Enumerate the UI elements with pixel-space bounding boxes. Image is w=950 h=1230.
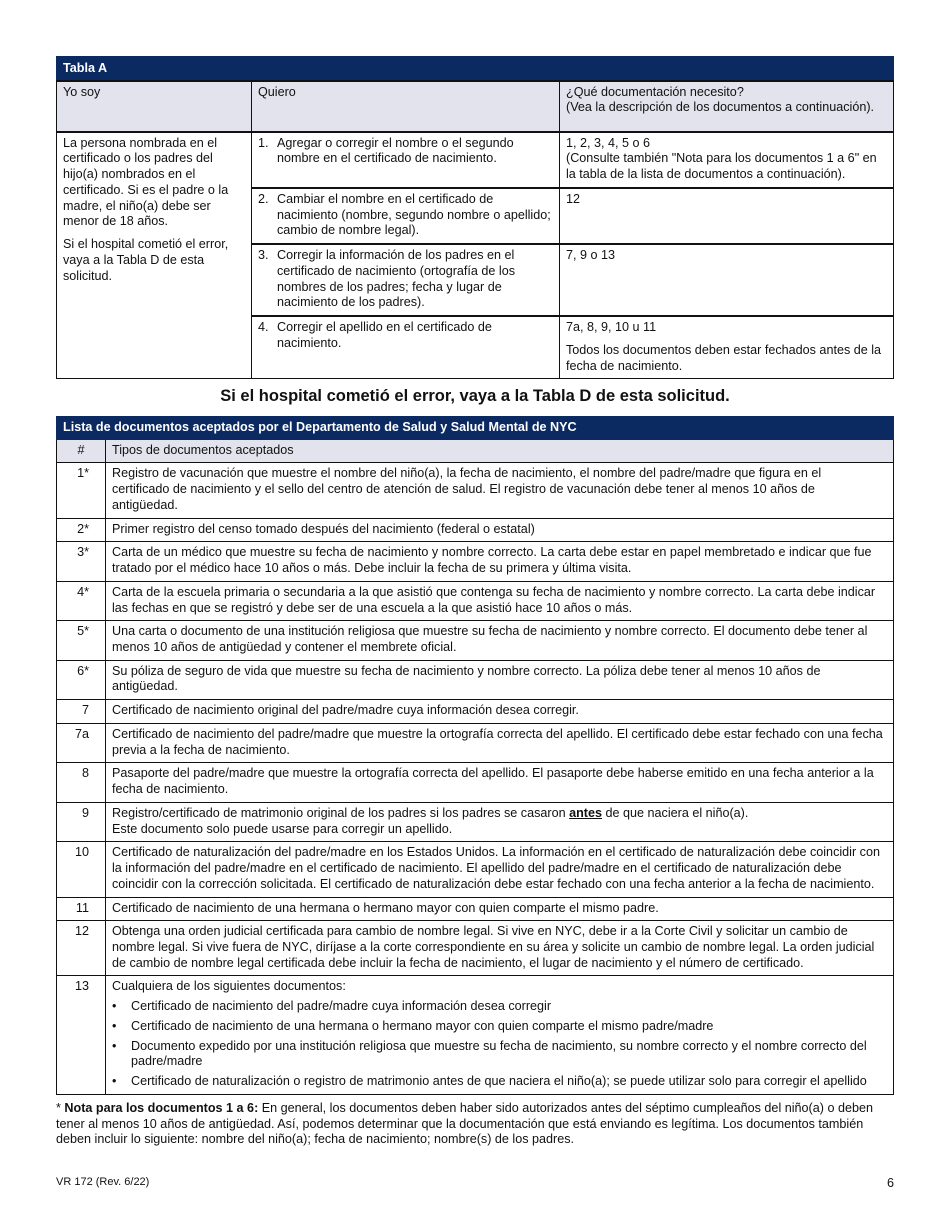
col-quiero-header: Quiero <box>252 81 560 132</box>
table-row: 11 Certificado de nacimiento de una hermana o hermano mayor con quien comparte el mismo padre. <box>57 897 894 921</box>
list-item: • Certificado de nacimiento del padre/madre cuya información desea corregir <box>112 999 552 1014</box>
table-row: 7 Certificado de nacimiento original del padre/madre cuya información desea corregir. <box>57 700 894 724</box>
table-row: 9 Registro/certificado de matrimonio original de los padres si los padres se casaron antes de que naciera el niño(a). Este documento solo puede usarse para corregir un apellido. <box>57 802 894 841</box>
table-row: 3* Carta de un médico que muestre su fecha de nacimiento y nombre correcto. La carta debe estar en papel membretado e indicar que fue tratado por el médico hace 10 años o más. Debe incluir la fecha de su primera y última visita. <box>57 542 894 581</box>
lista-documentos <box>56 416 894 1095</box>
table-row: 8 Pasaporte del padre/madre que muestre la ortografía correcta del apellido. El pasaporte debe haberse emitido en una fecha anterior a la fecha de nacimiento. <box>57 763 894 802</box>
docs-4: 7a, 8, 9, 10 u 11 Todos los documentos deben estar fechados antes de la fecha de nacimiento. <box>560 316 894 379</box>
table-row: 5* Una carta o documento de una institución religiosa que muestre su fecha de nacimiento y nombre correcto. El documento debe tener al menos 10 años de antigüedad y contener el membrete oficial. <box>57 621 894 660</box>
list-item: • Certificado de naturalización o registro de matrimonio antes de que naciera el niño(a); se puede utilizar solo para corregir el apellido <box>112 1074 867 1089</box>
col-yo-soy-header: Yo soy <box>57 81 252 132</box>
yo-soy-hospital-note: Si el hospital cometió el error, vaya a la Tabla D de esta solicitud. <box>63 237 229 283</box>
doc-13-bullets <box>112 999 887 1090</box>
table-row: 12 Obtenga una orden judicial certificada para cambio de nombre legal. Si vive en NYC, debe ir a la Corte Civil y solicitar un cambio de nombre legal. Si vive fuera de NYC, diríjase a la corte correspondiente en su área y solicite un cambio de nombre legal. La orden judicial de cambio de nombre legal certificada debe incluir la fecha de nacimiento, el lugar de nacimiento y el número de certificado. <box>57 921 894 976</box>
yo-soy-cell <box>57 132 252 379</box>
table-row: 7a Certificado de nacimiento del padre/madre que muestre la ortografía correcta del apellido. El certificado debe estar fechado con una fecha previa a la fecha de nacimiento. <box>57 723 894 762</box>
tabla-a-title: Tabla A <box>57 57 894 81</box>
table-row: 4* Carta de la escuela primaria o secundaria a la que asistió que contenga su fecha de nacimiento y nombre correcto. La carta debe indicar las fechas en que se registró y debe ser de una escuela a la que asistió hace 10 años o más. <box>57 581 894 620</box>
docs-2: 12 <box>560 188 894 244</box>
table-row: 1* Registro de vacunación que muestre el nombre del niño(a), la fecha de nacimiento, el nombre del padre/madre que figura en el certificado de nacimiento y el sello del centro de atención de salud. El registro de vacunación debe tener al menos 10 años de antigüedad. <box>57 463 894 518</box>
quiero-2: 2. Cambiar el nombre en el certificado de nacimiento (nombre, segundo nombre o apellido; cambio de nombre legal). <box>252 188 560 244</box>
docs-3: 7, 9 o 13 <box>560 244 894 316</box>
page-footer <box>56 1176 894 1192</box>
col-documentacion-header: ¿Qué documentación necesito? (Vea la descripción de los documentos a continuación). <box>560 81 894 132</box>
yo-soy-text: La persona nombrada en el certificado o los padres del hijo(a) nombrados en el certificado. Si es el padre o la madre, el niño(a) debe ser menor de 18 años. <box>63 135 229 229</box>
table-row: 13 Cualquiera de los siguientes documentos: • Certificado de nacimiento del padre/madre cuya información desea corregir • Certificado de nacimiento de una hermana o hermano mayor con quien comparte el mismo padre/madre • Documento expedido por una institución religiosa que muestre su fecha de nacimiento, su nombre correcto y el nombre correcto del padre/madre • Certificado de naturalización o registro de matrimonio antes de que naciera el niño(a); se puede utilizar solo para corregir el apellido <box>57 976 894 1094</box>
col-num-header: # <box>57 439 106 463</box>
note-documentos-1-6: * Nota para los documentos 1 a 6: En general, los documentos deben haber sido autorizados antes del séptimo cumpleaños del niño(a) o deben tener al menos 10 años de antigüedad. Así, podemos determinar que la documentación que está enviando es legítima. Los documentos también deben incluir lo siguiente: nombre del niño(a); fecha de nacimiento; nombre(s) de los padres. <box>56 1100 873 1147</box>
quiero-3: 3. Corregir la información de los padres en el certificado de nacimiento (ortografía de los nombres de los padres; fecha y lugar de nacimiento de los padres). <box>252 244 560 316</box>
table-row: 6* Su póliza de seguro de vida que muestre su fecha de nacimiento y nombre correcto. La póliza debe tener al menos 10 años de antigüedad. <box>57 660 894 699</box>
table-row: 10 Certificado de naturalización del padre/madre en los Estados Unidos. La información en el certificado de naturalización debe coincidir con la información del padre/madre en el certificado de nacimiento. El apellido del padre/madre en el certificado de naturalización debe coincidir con la corrección solicitada. El certificado de naturalización debe estar fechado con una fecha anterior a la fecha de nacimiento. <box>57 842 894 897</box>
hospital-error-title: Si el hospital cometió el error, vaya a la Tabla D de esta solicitud. <box>220 387 730 406</box>
quiero-4: 4. Corregir el apellido en el certificado de nacimiento. <box>252 316 560 379</box>
col-tipos-header: Tipos de documentos aceptados <box>106 439 894 463</box>
list-item: • Certificado de nacimiento de una hermana o hermano mayor con quien comparte el mismo padre/madre <box>112 1018 714 1033</box>
tabla-a <box>56 56 894 379</box>
quiero-1: 1. Agregar o corregir el nombre o el segundo nombre en el certificado de nacimiento. <box>252 132 560 188</box>
list-item: • Documento expedido por una institución religiosa que muestre su fecha de nacimiento, su nombre correcto y el nombre correcto del padre/madre <box>112 1038 867 1069</box>
docs-1: 1, 2, 3, 4, 5 o 6 (Consulte también "Nota para los documentos 1 a 6" en la tabla de la lista de documentos a continuación). <box>560 132 894 188</box>
table-row: 2* Primer registro del censo tomado después del nacimiento (federal o estatal) <box>57 518 894 542</box>
document-page <box>56 56 894 1148</box>
page-number: 6 <box>886 1176 894 1190</box>
lista-title: Lista de documentos aceptados por el Departamento de Salud y Salud Mental de NYC <box>57 416 894 439</box>
form-number: VR 172 (Rev. 6/22) <box>56 1176 150 1188</box>
